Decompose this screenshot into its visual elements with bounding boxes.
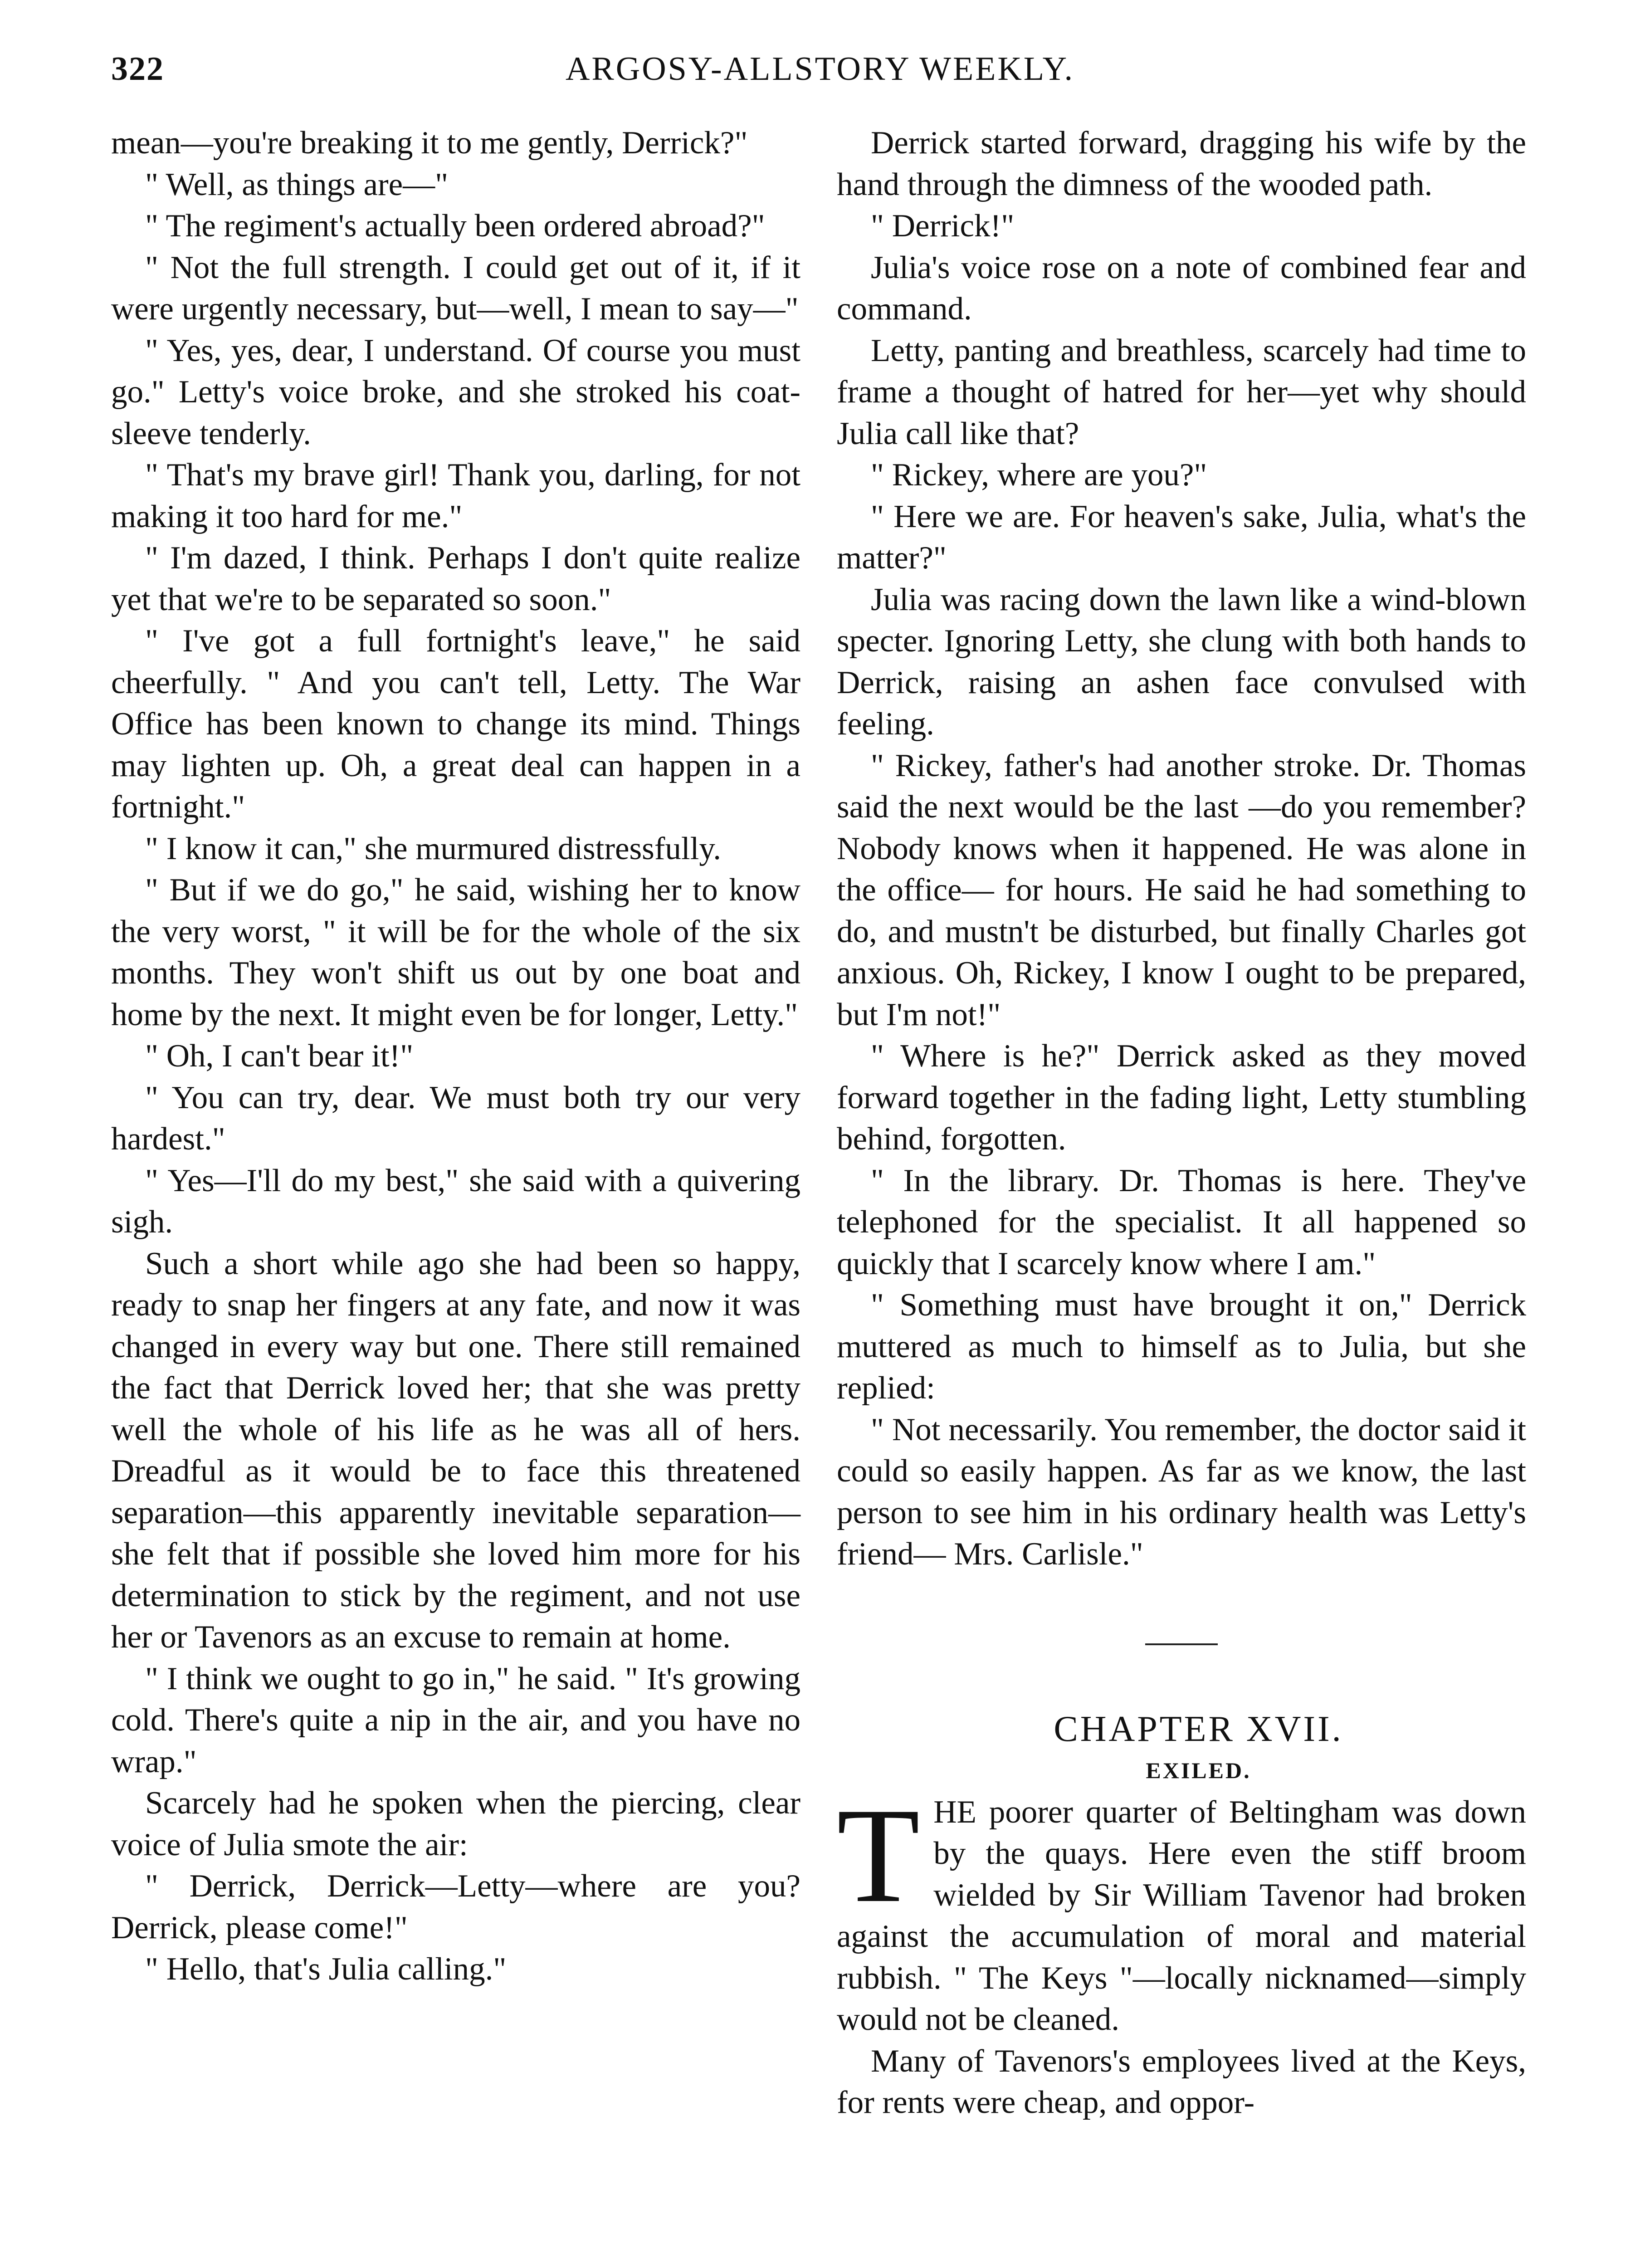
paragraph: " Not the full strength. I could get out of it, if it were urgently necessary, but—well, I mean to say—"	[111, 249, 800, 327]
chapter-title: CHAPTER XVII.	[1054, 1709, 1343, 1749]
paragraph: " Something must have brought it on," Derrick muttered as much to himself as to Julia, but she replied:	[837, 1287, 1526, 1406]
chapter-opening-paragraph	[837, 1779, 1526, 2041]
paragraph: Letty, panting and breathless, scarcely had time to frame a thought of hatred for her—yet why should Julia call like that?	[837, 332, 1526, 451]
paragraph: " Here we are. For heaven's sake, Julia, what's the matter?"	[837, 499, 1526, 576]
right-column	[837, 122, 1526, 2124]
left-column	[111, 122, 800, 1990]
paragraph: Julia's voice rose on a note of combined fear and command.	[837, 249, 1526, 327]
paragraph: " That's my brave girl! Thank you, darling, for not making it too hard for me."	[111, 457, 800, 534]
paragraph: " The regiment's actually been ordered abroad?"	[145, 208, 765, 244]
paragraph: " Oh, I can't bear it!"	[145, 1038, 414, 1074]
paragraph: " But if we do go," he said, wishing her to know the very worst, " it will be for the whole of the six months. They won't shift us out by one boat and home by the next. It might even be for longer, Letty."	[111, 872, 800, 1032]
paragraph: " I'm dazed, I think. Perhaps I don't quite realize yet that we're to be separated so soon."	[111, 540, 800, 617]
drop-cap: T	[837, 1779, 920, 1931]
paragraph: " Not necessarily. You remember, the doctor said it could so easily happen. As far as we know, the last person to see him in his ordinary health was Letty's friend— Mrs. Carlisle."	[837, 1412, 1526, 1572]
paragraph: " You can try, dear. We must both try our very hardest."	[111, 1080, 800, 1157]
paragraph: " Where is he?" Derrick asked as they moved forward together in the fading light, Letty stumbling behind, forgotten.	[837, 1038, 1526, 1157]
paragraph: " I know it can," she murmured distressfully.	[145, 831, 721, 866]
paragraph: " Rickey, father's had another stroke. Dr. Thomas said the next would be the last —do you remember? Nobody knows when it happened. He was alone in the office— for hours. He said he had something to do, and mustn't be disturbed, but finally Charles got anxious. Oh, Rickey, I know I ought to be prepared, but I'm not!"	[837, 748, 1526, 1032]
paragraph: Such a short while ago she had been so happy, ready to snap her fingers at any fate, and now it was changed in every way but one. There still remained the fact that Derrick loved her; that she was pretty well the whole of his life as he was all of hers. Dreadful as it would be to face this threatened separation—this apparently inevitable separation—she felt that if possible she loved him more for his determination to stick by the regiment, and not use her or Tavenors as an excuse to remain at home.	[111, 1246, 800, 1655]
paragraph: " I've got a full fortnight's leave," he said cheerfully. " And you can't tell, Letty. The War Office has been known to change its mind. Things may lighten up. Oh, a great deal can happen in a fortnight."	[111, 623, 800, 825]
paragraph-text: HE poorer quarter of Beltingham was down by the quays. Here even the stiff broom wielded by Sir William Tavenor had broken against the accumulation of moral and material rubbish. " The Keys "—locally nicknamed—simply would not be cleaned.	[837, 1794, 1526, 2037]
paragraph: " Derrick!"	[871, 208, 1015, 244]
paragraph: " I think we ought to go in," he said. " It's growing cold. There's quite a nip in the air, and you have no wrap."	[111, 1661, 800, 1779]
paragraph: " Yes, yes, dear, I understand. Of course you must go." Letty's voice broke, and she stroked his coat-sleeve tenderly.	[111, 332, 800, 451]
page-number: 322	[111, 50, 164, 88]
paragraph: Julia was racing down the lawn like a wind-blown specter. Ignoring Letty, she clung with both hands to Derrick, raising an ashen face convulsed with feeling.	[837, 582, 1526, 742]
paragraph: " Yes—I'll do my best," she said with a quivering sigh.	[111, 1163, 800, 1240]
page-header	[111, 50, 1529, 100]
paragraph: Derrick started forward, dragging his wife by the hand through the dimness of the wooded path.	[837, 125, 1526, 202]
section-divider	[1145, 1643, 1218, 1645]
running-title: ARGOSY-ALLSTORY WEEKLY.	[565, 50, 1075, 88]
paragraph: " In the library. Dr. Thomas is here. They've telephoned for the specialist. It all happened so quickly that I scarcely know where I am."	[837, 1163, 1526, 1281]
chapter-subtitle: EXILED.	[1146, 1758, 1251, 1783]
paragraph: " Well, as things are—"	[145, 166, 449, 202]
paragraph: " Rickey, where are you?"	[871, 457, 1207, 493]
paragraph: Many of Tavenors's employees lived at the Keys, for rents were cheap, and oppor-	[837, 2043, 1526, 2120]
paragraph: " Hello, that's Julia calling."	[145, 1951, 507, 1987]
paragraph: " Derrick, Derrick—Letty—where are you? Derrick, please come!"	[111, 1868, 800, 1945]
paragraph: mean—you're breaking it to me gently, Derrick?"	[111, 125, 748, 161]
paragraph: Scarcely had he spoken when the piercing, clear voice of Julia smote the air:	[111, 1785, 800, 1862]
